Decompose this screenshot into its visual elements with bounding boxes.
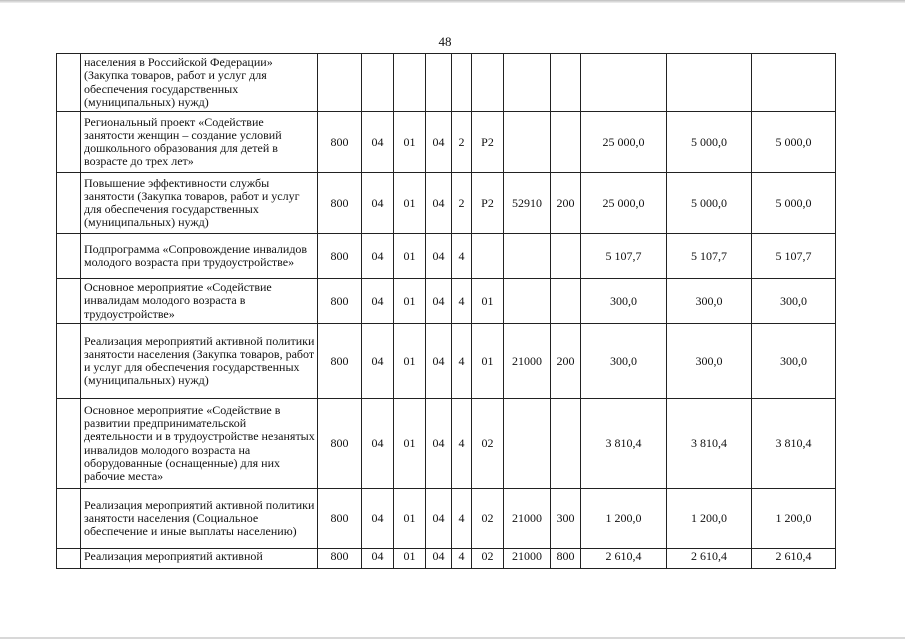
code-ministry: 800 [318,324,362,399]
amount-year-2: 5 000,0 [667,112,752,173]
code-expense-type [551,279,581,324]
code-program: 04 [426,549,452,569]
code-direction [504,112,551,173]
row-name: Подпрограмма «Сопровождение инвалидов молодого возраста при трудоустройстве» [81,234,318,279]
code-subprogram: 2 [452,112,472,173]
table-row [57,279,836,324]
row-name: Повышение эффективности службы занятости (Закупка товаров, работ и услуг для обеспечения государственных (муниципальных) нужд) [81,173,318,234]
code-activity: 02 [472,549,504,569]
code-section: 04 [362,234,394,279]
amount-year-2: 3 810,4 [667,399,752,489]
code-ministry: 800 [318,549,362,569]
code-subprogram: 4 [452,399,472,489]
row-name: Региональный проект «Содействие занятости женщин – создание условий дошкольного образования для детей в возрасте до трех лет» [81,112,318,173]
code-subprogram: 2 [452,173,472,234]
code-section: 04 [362,549,394,569]
code-activity [472,54,504,112]
code-subsection: 01 [394,279,426,324]
code-subsection: 01 [394,234,426,279]
code-program: 04 [426,173,452,234]
row-name: Реализация мероприятий активной политики занятости населения (Социальное обеспечение и иные выплаты населению) [81,489,318,549]
amount-year-1: 300,0 [581,279,667,324]
code-expense-type: 200 [551,324,581,399]
amount-year-3: 5 000,0 [752,112,836,173]
amount-year-3: 1 200,0 [752,489,836,549]
amount-year-1: 5 107,7 [581,234,667,279]
code-direction: 21000 [504,549,551,569]
code-program: 04 [426,234,452,279]
code-subprogram [452,54,472,112]
code-program: 04 [426,279,452,324]
code-ministry: 800 [318,173,362,234]
code-subsection [394,54,426,112]
amount-year-1: 1 200,0 [581,489,667,549]
amount-year-3 [752,54,836,112]
code-subsection: 01 [394,112,426,173]
code-ministry: 800 [318,234,362,279]
row-marker-cell [57,399,81,489]
code-activity: 02 [472,399,504,489]
code-activity: 01 [472,279,504,324]
code-subprogram: 4 [452,279,472,324]
amount-year-3: 2 610,4 [752,549,836,569]
row-name: Реализация мероприятий активной [81,549,318,569]
table-row [57,112,836,173]
budget-table-body [57,54,836,569]
code-subsection: 01 [394,173,426,234]
code-section: 04 [362,279,394,324]
amount-year-1: 3 810,4 [581,399,667,489]
table-row [57,234,836,279]
code-expense-type: 300 [551,489,581,549]
code-direction [504,54,551,112]
code-direction: 52910 [504,173,551,234]
row-marker-cell [57,54,81,112]
code-section: 04 [362,112,394,173]
code-program: 04 [426,399,452,489]
code-subprogram: 4 [452,324,472,399]
code-activity: P2 [472,173,504,234]
code-section: 04 [362,173,394,234]
code-direction: 21000 [504,324,551,399]
code-subsection: 01 [394,324,426,399]
code-section: 04 [362,489,394,549]
code-ministry [318,54,362,112]
budget-table [56,53,836,569]
amount-year-1: 2 610,4 [581,549,667,569]
amount-year-2 [667,54,752,112]
amount-year-2: 5 107,7 [667,234,752,279]
row-marker-cell [57,112,81,173]
code-direction [504,234,551,279]
code-subprogram: 4 [452,234,472,279]
code-section: 04 [362,324,394,399]
table-row [57,173,836,234]
row-name: Основное мероприятие «Содействие в развитии предпринимательской деятельности и в трудоустройстве незанятых инвалидов молодого возраста на оборудованные (оснащенные) для них рабочие места» [81,399,318,489]
code-direction [504,279,551,324]
row-name: Основное мероприятие «Содействие инвалидам молодого возраста в трудоустройстве» [81,279,318,324]
code-section: 04 [362,399,394,489]
code-expense-type [551,234,581,279]
amount-year-3: 300,0 [752,324,836,399]
amount-year-3: 300,0 [752,279,836,324]
code-program: 04 [426,112,452,173]
table-row [57,399,836,489]
amount-year-2: 1 200,0 [667,489,752,549]
row-marker-cell [57,173,81,234]
table-row [57,54,836,112]
code-direction: 21000 [504,489,551,549]
amount-year-1: 25 000,0 [581,112,667,173]
code-subprogram: 4 [452,549,472,569]
code-ministry: 800 [318,112,362,173]
code-subsection: 01 [394,489,426,549]
code-subprogram: 4 [452,489,472,549]
amount-year-2: 2 610,4 [667,549,752,569]
code-activity [472,234,504,279]
code-subsection: 01 [394,399,426,489]
amount-year-1: 25 000,0 [581,173,667,234]
code-program: 04 [426,489,452,549]
row-name: населения в Российской Федерации» (Закупка товаров, работ и услуг для обеспечения государственных (муниципальных) нужд) [81,54,318,112]
table-row [57,549,836,569]
code-expense-type: 800 [551,549,581,569]
row-marker-cell [57,489,81,549]
table-row [57,489,836,549]
amount-year-2: 300,0 [667,279,752,324]
code-expense-type: 200 [551,173,581,234]
code-ministry: 800 [318,279,362,324]
code-ministry: 800 [318,399,362,489]
row-marker-cell [57,234,81,279]
row-marker-cell [57,549,81,569]
code-expense-type [551,54,581,112]
code-program: 04 [426,324,452,399]
code-activity: P2 [472,112,504,173]
code-expense-type [551,112,581,173]
amount-year-2: 5 000,0 [667,173,752,234]
code-ministry: 800 [318,489,362,549]
code-section [362,54,394,112]
amount-year-1: 300,0 [581,324,667,399]
code-direction [504,399,551,489]
row-marker-cell [57,279,81,324]
code-expense-type [551,399,581,489]
code-program [426,54,452,112]
row-marker-cell [57,324,81,399]
row-name: Реализация мероприятий активной политики занятости населения (Закупка товаров, работ и услуг для обеспечения государственных (муниципальных) нужд) [81,324,318,399]
code-activity: 02 [472,489,504,549]
amount-year-2: 300,0 [667,324,752,399]
amount-year-1 [581,54,667,112]
amount-year-3: 3 810,4 [752,399,836,489]
amount-year-3: 5 107,7 [752,234,836,279]
amount-year-3: 5 000,0 [752,173,836,234]
table-row [57,324,836,399]
code-subsection: 01 [394,549,426,569]
code-activity: 01 [472,324,504,399]
scan-top-edge [0,0,905,3]
page-number: 48 [438,34,452,49]
